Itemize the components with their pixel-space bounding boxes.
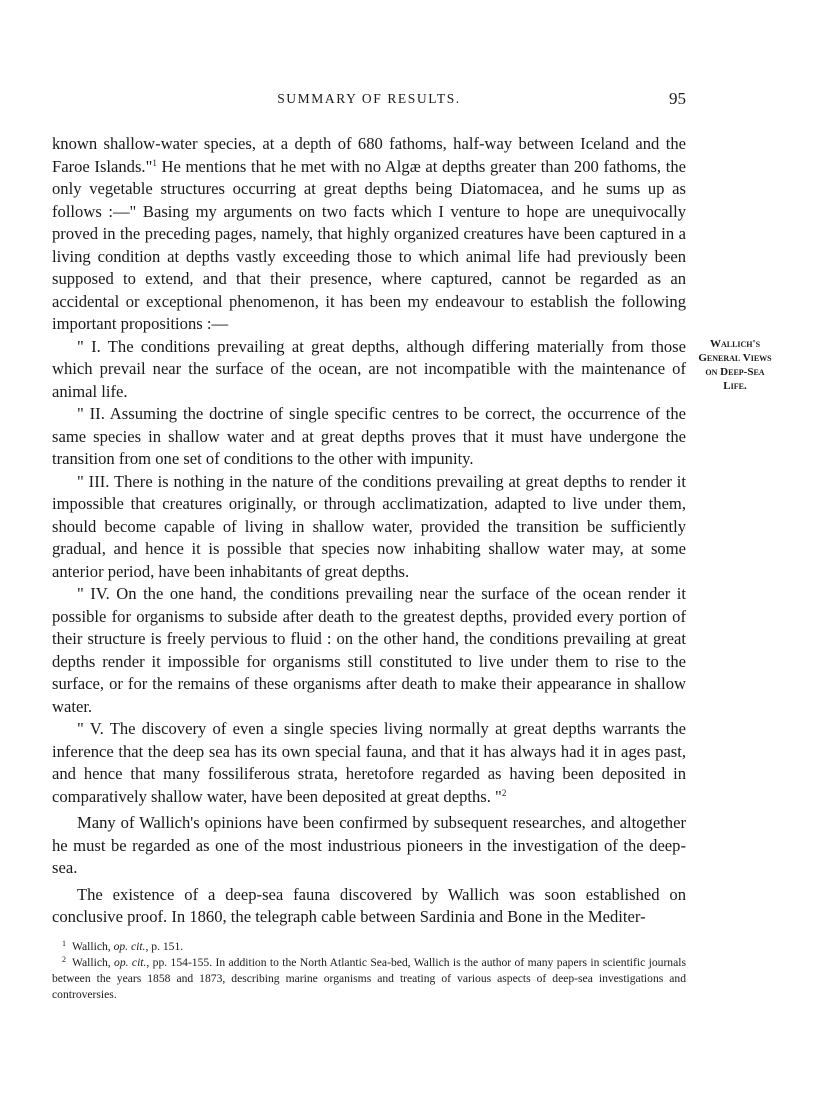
paragraph-wallich-opinions: Many of Wallich's opinions have been confirmed by subsequent researches, and altogether he must be regarded as one of the most industrious pioneers in the investigation of the deep-sea. xyxy=(52,813,686,877)
footnote-2-text: Wallich, xyxy=(72,956,115,969)
paragraph-deep-sea-fauna: The existence of a deep-sea fauna discovered by Wallich was soon established on conclusive proof. In 1860, the telegraph cable between Sardinia and Bone in the Mediter- xyxy=(52,884,686,926)
footnote-2-text-cont: , pp. 154-155. In addition to the North Atlantic Sea-bed, Wallich is the author of many papers in scientific journals between the years 1858 and 1873, describing marine organisms and treating of various aspects of deep-sea investigations and controversies. xyxy=(52,956,686,1001)
running-head xyxy=(52,91,686,113)
footnote-1-text-cont: , p. 151. xyxy=(145,940,184,953)
footnote-ref-2: 2 xyxy=(501,787,507,798)
proposition-1: " I. The conditions prevailing at great depths, although differing materially from those which prevail near the surface of the ocean, are not incompatible with the maintenance of animal life. xyxy=(52,336,686,401)
footnote-ref-1: 1 xyxy=(152,157,157,168)
footnote-1-mark: 1 xyxy=(62,939,66,948)
running-title: SUMMARY OF RESULTS. xyxy=(277,91,461,106)
footnote-2 xyxy=(52,955,686,1003)
proposition-2: " II. Assuming the doctrine of single specific centres to be correct, the occurrence of the same species in shallow water and at great depths proves that it must have undergone the transition from one set of conditions to the other with impunity. xyxy=(52,404,686,468)
footnote-2-italic: op. cit. xyxy=(114,956,147,969)
sidenote-line-4: Life. xyxy=(723,380,747,392)
footnote-1-text: Wallich, xyxy=(72,940,114,953)
footnotes xyxy=(52,939,686,1003)
footnote-1 xyxy=(52,939,686,955)
sidenote-line-3: on Deep-Sea xyxy=(705,366,765,378)
proposition-3: " III. There is nothing in the nature of the conditions prevailing at great depths to render it impossible that creatures originally, or through acclimatization, adapted to live under them, should become capable of living in shallow water, provided the transition be sufficiently gradual, and hence it is possible that species now inhabiting shallow water may, at some anterior period, have been inhabitants of great depths. xyxy=(52,471,686,581)
body-text xyxy=(52,133,686,929)
paragraph-1-text-cont: He mentions that he met with no Algæ at depths greater than 200 fathoms, the only vegetable structures occurring at great depths being Diatomacea, and he sums up as follows :—" Basing my arguments on two facts which I venture to hope are unequivocally proved in the preceding pages, namely, that highly organized creatures have been captured in a living condition at depths vastly exceeding those to which animal life had previously been supposed to extend, and that their presence, where captured, cannot be regarded as an accidental or exceptional phenomenon, it has been my endeavour to establish the following important propositions :— xyxy=(52,156,686,333)
proposition-4: " IV. On the one hand, the conditions prevailing near the surface of the ocean render it possible for organisms to subside after death to the greatest depths, provided every portion of their structure is freely pervious to fluid : on the other hand, the conditions prevailing at great depths render it impossible for organisms still constituted to live under them to rise to the surface, or for the remains of these organisms after death to make their appearance in shallow water. xyxy=(52,584,686,716)
page-number: 95 xyxy=(669,89,686,108)
paragraph-1-text: known shallow-water species, at a depth of 680 fathoms, half-way between Iceland and the Faroe Islands." xyxy=(52,134,686,176)
footnote-2-mark: 2 xyxy=(62,955,66,964)
proposition-5-text: " V. The discovery of even a single species living normally at great depths warrants the inference that the deep sea has its own special fauna, and that it has always had it in ages past, and hence that many fossiliferous strata, heretofore regarded as having been deposited in comparatively shallow water, have been deposited at great depths. " xyxy=(52,719,686,806)
margin-sidenote xyxy=(689,337,781,393)
paragraph-1 xyxy=(52,133,686,336)
sidenote-line-1: Wallich's xyxy=(709,338,761,350)
proposition-5 xyxy=(52,718,686,808)
sidenote-line-2: General Views xyxy=(698,352,772,364)
footnote-1-italic: op. cit. xyxy=(113,940,146,953)
